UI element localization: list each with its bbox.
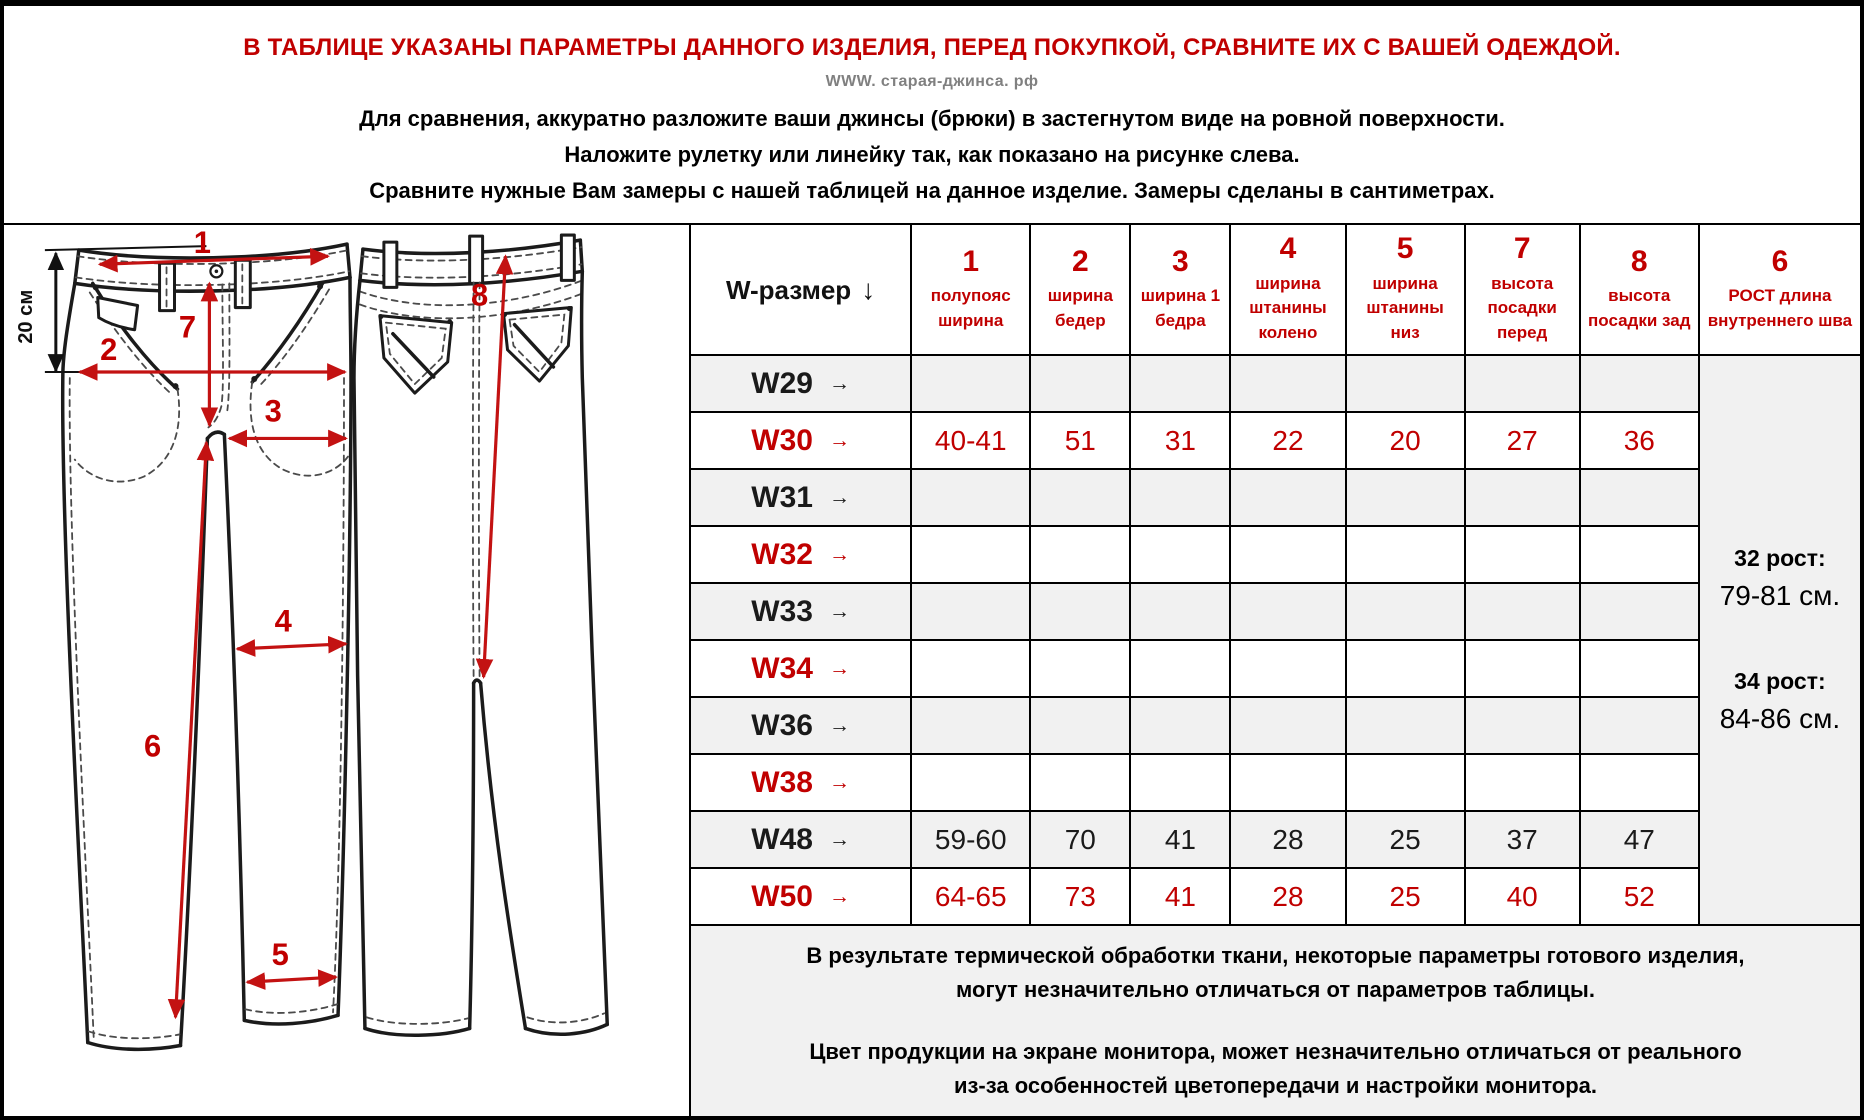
value-cell: 64-65: [911, 868, 1030, 925]
value-cell: 73: [1030, 868, 1130, 925]
value-cell: 36: [1580, 412, 1699, 469]
size-label-cell: [691, 583, 911, 640]
size-label-cell: [691, 526, 911, 583]
value-cell: [1465, 526, 1580, 583]
value-cell: [1230, 355, 1345, 412]
column-label: ширина штанины низ: [1366, 273, 1444, 343]
value-cell: 40-41: [911, 412, 1030, 469]
value-cell: [1230, 469, 1345, 526]
column-label: высота посадки зад: [1588, 286, 1691, 330]
note-line: Цвет продукции на экране монитора, может незначительно отличаться от реального: [809, 1039, 1742, 1064]
arrow-right-icon: →: [828, 713, 850, 737]
column-number: 6: [1771, 244, 1789, 278]
arrow-right-icon: →: [828, 827, 850, 851]
value-cell: 40: [1465, 868, 1580, 925]
value-cell: [1030, 640, 1130, 697]
coin-pocket: [98, 297, 138, 329]
size-row-W48: [691, 811, 1860, 868]
size-row-W38: [691, 754, 1860, 811]
instruction-line-1: Для сравнения, аккуратно разложите ваши джинсы (брюки) в застегнутом виде на ровной поверхности.: [359, 106, 1505, 131]
value-cell: [911, 583, 1030, 640]
table-pane: [691, 225, 1860, 1116]
size-row-W32: [691, 526, 1860, 583]
height-info-size: 34 рост:: [1734, 668, 1826, 694]
column-number: 7: [1513, 232, 1531, 266]
column-header-3: [1130, 225, 1230, 355]
size-label: W33: [751, 594, 813, 628]
value-cell: [1465, 469, 1580, 526]
value-cell: [911, 754, 1030, 811]
column-header-2: [1030, 225, 1130, 355]
value-cell: 28: [1230, 811, 1345, 868]
size-row-W36: [691, 697, 1860, 754]
size-label: W34: [751, 651, 813, 685]
value-cell: [1230, 583, 1345, 640]
measure-label-1: 1: [193, 225, 212, 261]
column-number: 5: [1396, 232, 1414, 266]
header-section: [4, 6, 1860, 225]
value-cell: [1130, 640, 1230, 697]
value-cell: [1030, 697, 1130, 754]
arrow-down-icon: ↓: [861, 273, 876, 305]
value-cell: 37: [1465, 811, 1580, 868]
instruction-line-2: Наложите рулетку или линейку так, как показано на рисунке слева.: [564, 142, 1300, 167]
belt-loop: [384, 242, 397, 287]
value-cell: [1346, 583, 1465, 640]
value-cell: 41: [1130, 868, 1230, 925]
arrow-right-icon: →: [828, 485, 850, 509]
height-info-cell: [1699, 355, 1860, 925]
value-cell: [1130, 583, 1230, 640]
column-label: высота посадки перед: [1487, 273, 1557, 343]
value-cell: 59-60: [911, 811, 1030, 868]
size-label: W50: [751, 879, 813, 913]
measure-label-3: 3: [264, 393, 282, 429]
value-cell: [1580, 697, 1699, 754]
value-cell: 47: [1580, 811, 1699, 868]
value-cell: 31: [1130, 412, 1230, 469]
page-title: В ТАБЛИЦЕ УКАЗАНЫ ПАРАМЕТРЫ ДАННОГО ИЗДЕЛИЯ, ПЕРЕД ПОКУПКОЙ, СРАВНИТЕ ИХ С ВАШЕЙ ОДЕЖДОЙ.: [243, 34, 1621, 61]
size-label-cell: [691, 469, 911, 526]
value-cell: [1230, 640, 1345, 697]
value-cell: 25: [1346, 811, 1465, 868]
column-header-6: [1699, 225, 1860, 355]
value-cell: 70: [1030, 811, 1130, 868]
size-row-W33: [691, 583, 1860, 640]
column-number: 3: [1172, 244, 1189, 278]
measure-label-6: 6: [143, 728, 162, 764]
measure-label-2: 2: [100, 331, 118, 367]
size-label: W32: [751, 537, 813, 571]
table-header-row: [691, 225, 1860, 355]
measure-label-7: 7: [178, 309, 197, 345]
value-cell: [1346, 697, 1465, 754]
notes-section: [691, 926, 1860, 1116]
ruler-20cm-label: 20 см: [15, 289, 37, 344]
column-label: ширина штанины колено: [1249, 273, 1327, 343]
height-info-range: 79-81 см.: [1719, 580, 1841, 611]
value-cell: 22: [1230, 412, 1345, 469]
value-cell: 51: [1030, 412, 1130, 469]
content-section: [4, 225, 1860, 1116]
value-cell: [1030, 526, 1130, 583]
size-label-cell: [691, 754, 911, 811]
height-info-block: [1700, 545, 1860, 612]
jeans-diagram-pane: [4, 225, 691, 1116]
value-cell: [1580, 526, 1699, 583]
measure-arrow-4: [237, 644, 346, 649]
size-label: W29: [751, 366, 813, 400]
arrow-right-icon: →: [828, 599, 850, 623]
arrow-right-icon: →: [828, 542, 850, 566]
value-cell: [1465, 583, 1580, 640]
value-cell: [911, 526, 1030, 583]
column-number: 4: [1279, 232, 1297, 266]
arrow-right-icon: →: [828, 371, 850, 395]
value-cell: 27: [1465, 412, 1580, 469]
size-column-header: [691, 225, 911, 355]
measure-label-5: 5: [271, 936, 289, 973]
value-cell: [1580, 754, 1699, 811]
size-row-W30: [691, 412, 1860, 469]
size-label-cell: [691, 412, 911, 469]
value-cell: [911, 469, 1030, 526]
size-table: [691, 225, 1860, 926]
value-cell: [1230, 526, 1345, 583]
value-cell: [1580, 640, 1699, 697]
value-cell: [911, 355, 1030, 412]
height-info-block: [1700, 668, 1860, 735]
column-header-8: [1580, 225, 1699, 355]
value-cell: 41: [1130, 811, 1230, 868]
value-cell: [1030, 469, 1130, 526]
value-cell: [1465, 697, 1580, 754]
size-row-W50: [691, 868, 1860, 925]
value-cell: [1030, 754, 1130, 811]
size-label: W30: [751, 423, 813, 457]
belt-loop: [470, 236, 483, 283]
column-header-5: [1346, 225, 1465, 355]
value-cell: 52: [1580, 868, 1699, 925]
website-label: WWW. старая-джинса. рф: [825, 73, 1039, 90]
value-cell: [1346, 640, 1465, 697]
size-label-cell: [691, 868, 911, 925]
value-cell: [1465, 754, 1580, 811]
column-label: полупояс ширина: [930, 286, 1011, 330]
arrow-right-icon: →: [828, 770, 850, 794]
value-cell: [1130, 526, 1230, 583]
jeans-back-view: [354, 235, 607, 1035]
size-label: W36: [751, 708, 813, 742]
value-cell: [1130, 697, 1230, 754]
arrow-right-icon: →: [828, 428, 850, 452]
measure-label-8: 8: [471, 277, 489, 313]
value-cell: [1580, 583, 1699, 640]
note-line: из-за особенностей цветопередачи и настройки монитора.: [953, 1073, 1598, 1098]
measure-arrow-6: [175, 442, 206, 1017]
measure-label-4: 4: [274, 603, 292, 639]
column-number: 1: [962, 244, 980, 278]
instruction-line-3: Сравните нужные Вам замеры с нашей таблицей на данное изделие. Замеры сделаны в сантиметрах.: [369, 178, 1495, 203]
size-label-cell: [691, 640, 911, 697]
note-paragraph-2: [691, 1031, 1860, 1107]
column-label: ширина 1 бедра: [1140, 286, 1221, 330]
size-label: W31: [751, 480, 813, 514]
size-row-W29: [691, 355, 1860, 412]
value-cell: 28: [1230, 868, 1345, 925]
value-cell: [911, 640, 1030, 697]
value-cell: [1346, 754, 1465, 811]
value-cell: [1230, 754, 1345, 811]
size-label: W38: [751, 765, 813, 799]
note-line: могут незначительно отличаться от параметров таблицы.: [956, 977, 1595, 1002]
value-cell: [1030, 355, 1130, 412]
height-info-size: 32 рост:: [1734, 545, 1826, 571]
note-line: В результате термической обработки ткани, некоторые параметры готового изделия,: [806, 943, 1745, 968]
value-cell: [1580, 469, 1699, 526]
value-cell: 20: [1346, 412, 1465, 469]
size-row-W34: [691, 640, 1860, 697]
value-cell: [1580, 355, 1699, 412]
column-header-1: [911, 225, 1030, 355]
size-label-cell: [691, 697, 911, 754]
size-label-cell: [691, 811, 911, 868]
size-label-cell: [691, 355, 911, 412]
arrow-right-icon: →: [828, 884, 850, 908]
size-label: W48: [751, 822, 813, 856]
arrow-right-icon: →: [828, 656, 850, 680]
measure-arrow-5: [247, 977, 336, 982]
value-cell: [1030, 583, 1130, 640]
value-cell: [1465, 355, 1580, 412]
value-cell: [1130, 469, 1230, 526]
value-cell: [1346, 469, 1465, 526]
jeans-diagram: [4, 225, 689, 1116]
belt-loop: [561, 235, 574, 280]
column-label: ширина бедер: [1047, 286, 1113, 330]
column-header-4: [1230, 225, 1345, 355]
value-cell: [1346, 355, 1465, 412]
measure-arrow-8: [484, 256, 506, 677]
column-number: 2: [1071, 244, 1089, 278]
value-cell: [1130, 355, 1230, 412]
column-header-7: [1465, 225, 1580, 355]
column-number: 8: [1630, 244, 1648, 278]
value-cell: [1465, 640, 1580, 697]
size-column-header-label: W-размер: [725, 274, 852, 305]
value-cell: [1230, 697, 1345, 754]
value-cell: [1346, 526, 1465, 583]
value-cell: [911, 697, 1030, 754]
note-paragraph-1: [691, 935, 1860, 1011]
column-label: РОСТ длина внутреннего шва: [1707, 286, 1853, 330]
size-row-W31: [691, 469, 1860, 526]
height-info-range: 84-86 см.: [1719, 703, 1841, 734]
value-cell: [1130, 754, 1230, 811]
value-cell: 25: [1346, 868, 1465, 925]
